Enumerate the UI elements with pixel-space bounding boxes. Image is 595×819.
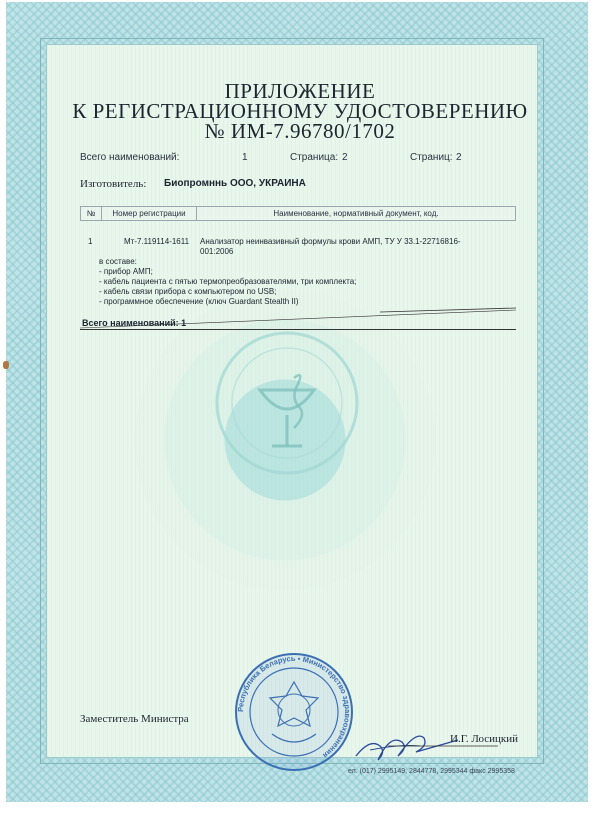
composition-line: - программное обеспечение (ключ Guardant Stealth II) — [99, 297, 299, 306]
table-header-row — [81, 207, 516, 221]
composition-line: - кабель связи прибора с компьютером по USB; — [99, 287, 277, 296]
contact-phones: ел. (017) 2995149, 2844778, 2995344 факс 2995358 — [348, 768, 515, 775]
composition-line: - кабель пациента с пятью термопреобразователями, три комплекта; — [99, 277, 357, 286]
document-title-line1: ПРИЛОЖЕНИЕ — [224, 79, 376, 103]
document-title-number: № ИМ-7.96780/1702 — [204, 119, 396, 143]
manufacturer-value: Биопромннь ООО, УКРАИНА — [164, 178, 306, 189]
total-names-label: Всего наименований: — [80, 152, 180, 163]
total-names-summary: Всего наименований: 1 — [82, 318, 187, 328]
total-names-value: 1 — [242, 152, 248, 163]
row-device-name — [200, 237, 500, 257]
document-title-line2: К РЕГИСТРАЦИОННОМУ УДОСТОВЕРЕНИЮ — [72, 99, 528, 123]
pages-label: Страниц: — [410, 152, 453, 163]
page-value: 2 — [342, 152, 348, 163]
composition-line: в составе: — [99, 257, 137, 266]
paper-stain — [3, 361, 9, 369]
composition-line: - прибор АМП; — [99, 267, 153, 276]
page-label: Страница: — [290, 152, 339, 163]
seal-text: Республика Беларусь • Министерство здравоохранения — [235, 653, 353, 761]
total-divider — [80, 329, 516, 330]
pages-value: 2 — [456, 152, 462, 163]
official-seal-icon — [232, 650, 356, 774]
registration-table — [80, 206, 516, 221]
column-header-name: Наименование, нормативный документ, код. — [197, 207, 516, 221]
handwritten-signature-icon — [350, 716, 460, 766]
column-header-registration: Номер регистрации — [102, 207, 197, 221]
deputy-minister-title: Заместитель Министра — [80, 713, 189, 725]
row-device-name-line2: 001:2006 — [200, 247, 234, 256]
row-number: 1 — [88, 237, 93, 246]
row-registration-number: Мт-7.119114-1611 — [124, 237, 190, 246]
manufacturer-label: Изготовитель: — [80, 178, 147, 190]
bowl-of-hygieia-emblem-icon — [202, 318, 372, 488]
signer-name: И.Г. Лосицкий — [450, 733, 519, 745]
column-header-number: № — [81, 207, 102, 221]
row-device-name-line1: Анализатор неинвазивный формулы крови АМП, ТУ У 33.1-22716816- — [200, 237, 461, 246]
